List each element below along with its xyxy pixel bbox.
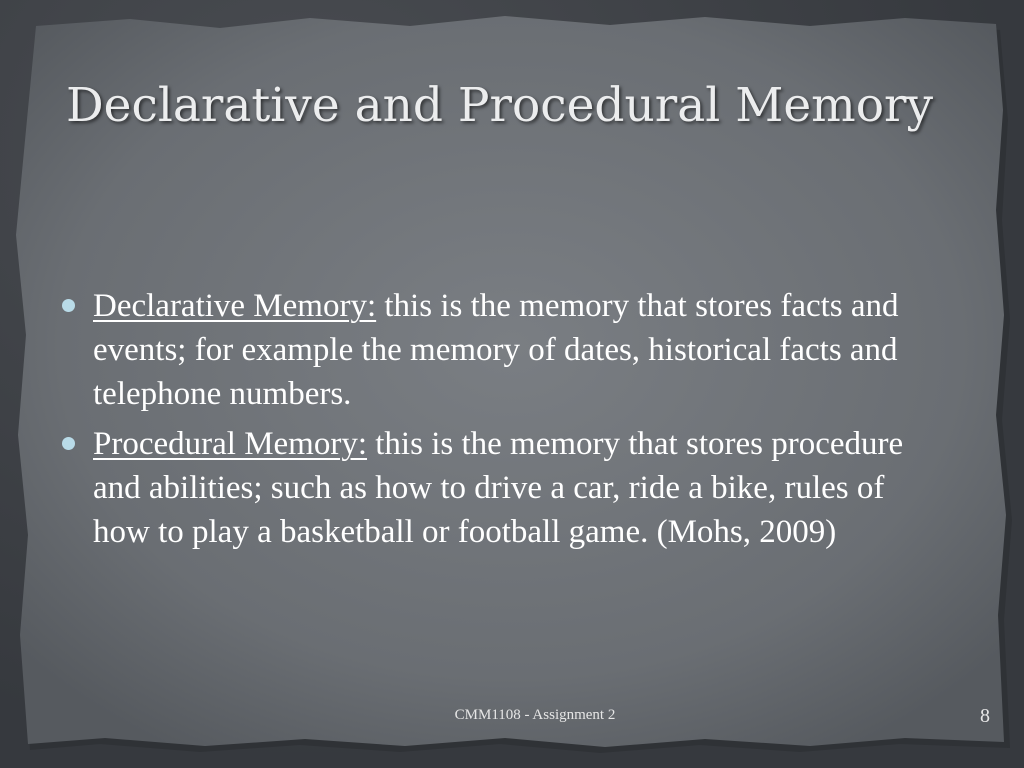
slide-title: Declarative and Procedural Memory <box>66 78 934 133</box>
bullet-text-declarative: this is the memory that stores facts and events; for example the memory of dates, historical facts and telephone numbers. <box>93 288 899 412</box>
bullet-item-procedural <box>62 422 942 554</box>
page-number: 8 <box>980 705 990 727</box>
bullet-icon <box>62 299 75 312</box>
bullet-text-procedural: this is the memory that stores procedure and abilities; such as how to drive a car, ride a bike, rules of how to play a basketball or football game. (Mohs, 2009) <box>93 426 904 550</box>
term-procedural-memory: Procedural Memory: <box>93 426 368 462</box>
bullet-item-declarative <box>62 284 942 416</box>
term-declarative-memory: Declarative Memory: <box>93 288 377 324</box>
slide-footer: CMM1108 - Assignment 2 <box>454 707 616 723</box>
bullet-icon <box>62 437 75 450</box>
bullet-list <box>62 284 942 560</box>
